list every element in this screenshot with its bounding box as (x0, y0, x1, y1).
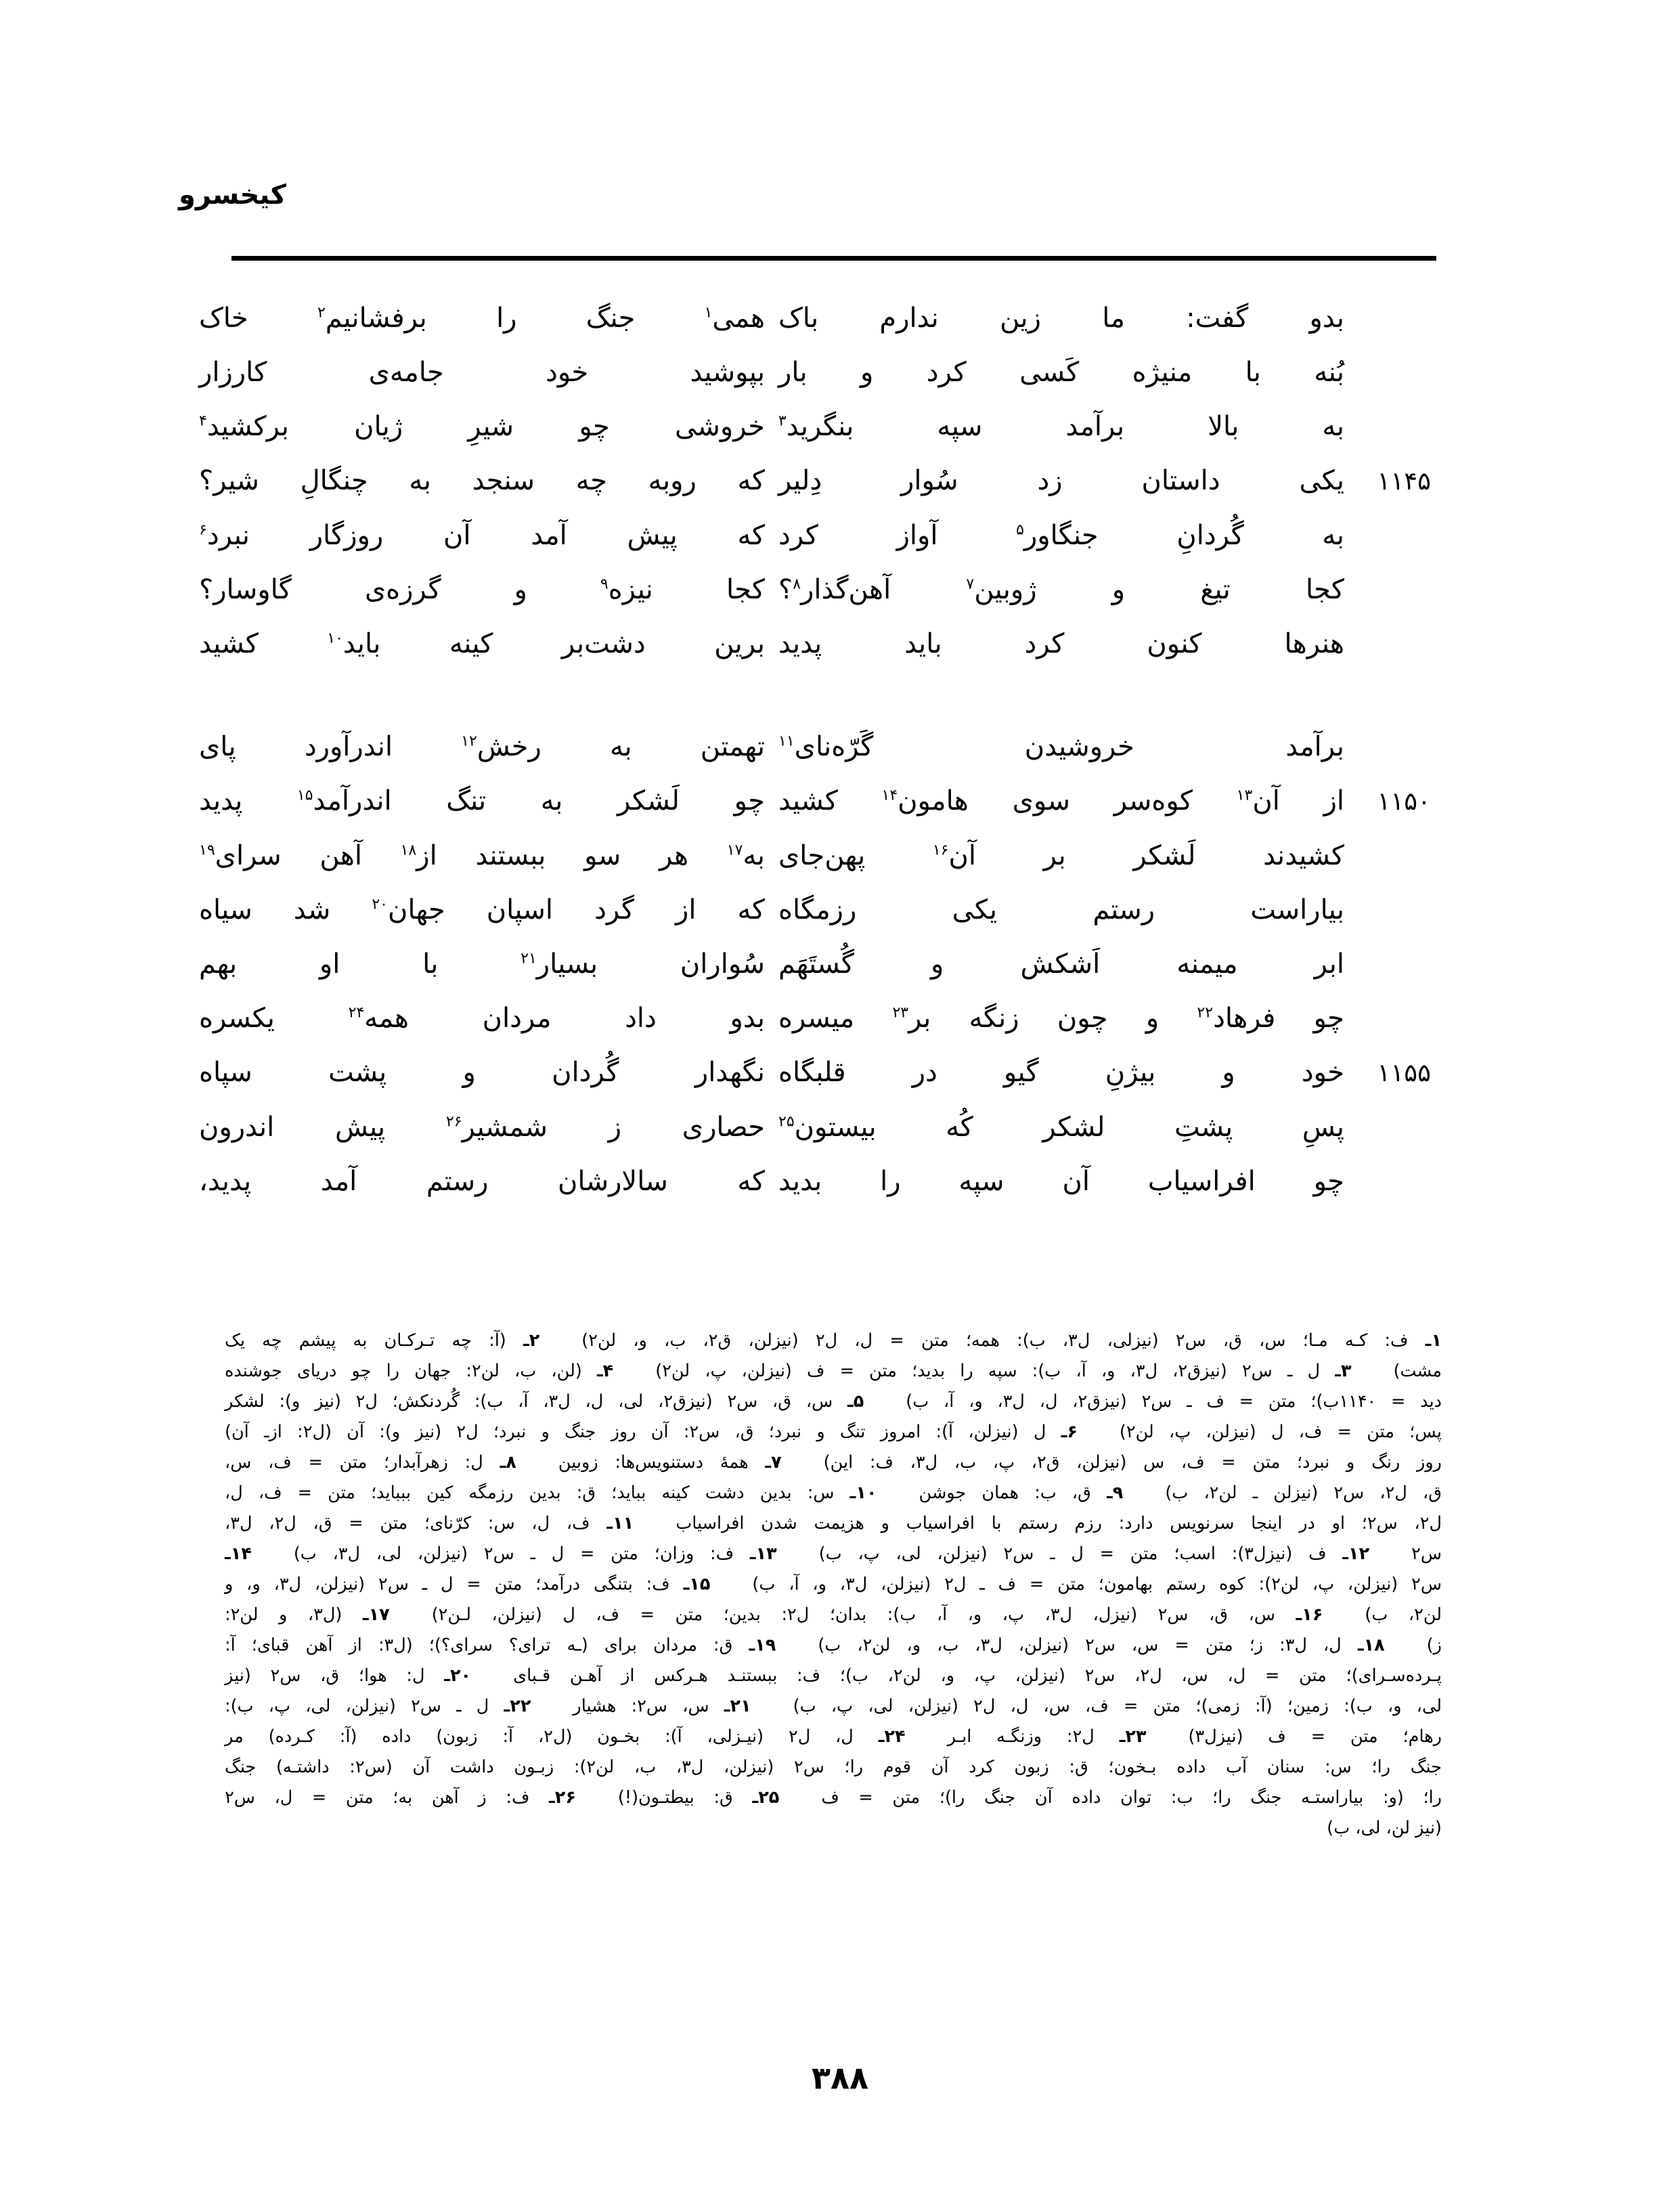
couplet (199, 401, 1436, 452)
hemistich-second: که سالارشان رستم آمد پدید، (199, 1166, 765, 1197)
couplet (199, 455, 1436, 507)
couplet (199, 510, 1436, 561)
folio-number: ۳۸۸ (811, 2060, 869, 2096)
hemistich-second: حصاری ز شمشیر$^{۲۶}$ پیش اندرون (199, 1112, 765, 1143)
header-rule (231, 256, 1436, 261)
couplet (199, 1102, 1436, 1153)
apparatus-line: ۱ـ ف: کـه مـا؛ س، ق، س۲ (نیزلی، ل۳، ب): همه؛ متن = ل، ل۲ (نیزلن، ق۲، ب، و، لن۲)۲ـ (آ: چه تـرکـان به پیشم چه یک (225, 1330, 1442, 1351)
couplet (199, 721, 1436, 772)
hemistich-first: برآمد خروشیدن گَرّه‌نای$^{۱۱}$ (778, 731, 1344, 762)
hemistich-second: برین دشت‌بر کینه باید$^{۱۰}$ کشید (199, 628, 765, 659)
hemistich-first: پسِ پشتِ لشکر کُه بیستون$^{۲۵}$ (778, 1112, 1344, 1143)
apparatus-line: لن۲، ب)۱۶ـ س، ق، س۲ (نیزل، ل۳، پ، و، آ، ب): بدان؛ ل۲: بدین؛ متن = ف، ل (نیزلن، لـن۲)۱۷ـ (ل۳، و لن۲: (225, 1605, 1442, 1625)
hemistich-first: خود و بیژنِ گیو در قلبگاه (778, 1057, 1344, 1088)
hemistich-second: کجا نیزه$^۹$ و گرزه‌ی گاوسار؟ (199, 574, 766, 605)
chapter-title: کیخسرو (179, 179, 286, 211)
couplet (199, 564, 1436, 615)
verse-number: ۱۱۴۵ (1377, 466, 1431, 496)
hemistich-second: بدو داد مردان همه$^{۲۴}$ یکسره (199, 1003, 765, 1034)
apparatus-line: ز)۱۸ـ ل، ل۳: ز؛ متن = س، س۲ (نیزلن، ل۳، ب، و، لن۲، ب)۱۹ـ ق: مردان برای (ـه ترای؟ سرای؟)؛ (ل۳: از آهن قبای؛ آ: (225, 1635, 1442, 1655)
couplet (199, 884, 1436, 936)
apparatus-line: را؛ (و: بیاراستـه جنگ را؛ ب: توان داده آن جنگ را)؛ متن = ف۲۵ـ ق: بیطتـون(!)۲۶ـ ف: ز آهن به؛ متن = ل، س۲ (225, 1787, 1442, 1808)
couplet (199, 1047, 1436, 1099)
hemistich-second: خروشی چو شیرِ ژیان برکشید$^۴$ (199, 411, 765, 442)
hemistich-first: بدو گفت: ما زین ندارم باک (778, 303, 1344, 334)
apparatus-line: ق، ل۲، س۲ (نیزلن ـ لن۲، ب)۹ـ ق، ب: همان جوشن۱۰ـ س: بدین دشت کینه بباید؛ ق: بدین رزمگه کین ببباید؛ متن = ف، ل، (225, 1483, 1442, 1503)
hemistich-second: بپوشید خود جامه‌ی کارزار (199, 357, 765, 388)
hemistich-first: بیاراست رستم یکی رزمگاه (778, 894, 1344, 926)
apparatus-line: س۲۱۲ـ ف (نیزل۳): اسب؛ متن = ل ـ س۲ (نیزلن، لی، پ، ب)۱۳ـ ف: وزان؛ متن = ل ـ س۲ (نیزلن، لی، ل۳، ب)۱۴ـ (225, 1544, 1442, 1564)
hemistich-second: که از گرد اسپان جهان$^{۲۰}$ شد سیاه (199, 894, 765, 926)
couplet (199, 775, 1436, 827)
couplet (199, 830, 1436, 881)
hemistich-second: نگهدار گُردان و پشت سپاه (199, 1057, 765, 1088)
apparatus-line: رهام؛ متن = ف (نیزل۳)۲۳ـ ل۲: وزنگـه ابـر۲۴ـ ل، ل۲ (نیـزلی، آ): بخـون (ل۲، آ: زبون) داده (آ: کـرده) مر (225, 1726, 1442, 1747)
apparatus-line: ل۲، س۲؛ او در اینجا سرنویس دارد: رزم رستم با افراسیاب و هزیمت شدن افراسیاب۱۱ـ ف، ل، س: کرّنای؛ متن = ق، ل۲، ل۳، (225, 1513, 1442, 1533)
verse-body (199, 292, 1436, 1259)
apparatus-line: لی، و، ب): زمین؛ (آ: زمی)؛ متن = ف، س، ل، ل۲ (نیزلن، لی، پ، ب)۲۱ـ س، س۲: هشیار۲۲ـ ل ـ س۲ (نیزلن، لی، پ، ب): (225, 1696, 1442, 1716)
apparatus-line: پـرده‌سـرای)؛ متن = ل، س، ل۲، س۲ (نیزلن، پ، و، لن۲، ب)؛ ف: ببستنـد هـرکس از آهـن قـبای۲۰ـ ل: هوا؛ ق، س۲ (نیز (225, 1665, 1442, 1686)
hemistich-first: چو فرهاد$^{۲۲}$ و چون زنگه بر$^{۲۳}$ میسره (778, 1003, 1344, 1034)
apparatus-line: س۲ (نیزلن، پ، لن۲): کوه رستم بهامون؛ متن = ف ـ ل۲ (نیزلن، ل۳، و، آ، ب)۱۵ـ ف: بتنگی درآمد؛ متن = ل ـ س۲ (نیزلن، ل۳، و، و (225, 1574, 1442, 1594)
hemistich-first: ابر میمنه اَشکش و گُستَهَم (778, 949, 1344, 980)
hemistich-first: کجا تیغ و ژوبین$^۷$ آهن‌گذار$^۸$؟ (778, 574, 1344, 605)
running-head (179, 181, 1505, 209)
hemistich-first: به گُردانِ جنگاور$^۵$ آواز کرد (778, 520, 1344, 551)
apparatus-line: پس؛ متن = ف، ل (نیزلن، پ، لن۲)۶ـ ل (نیزلن، آ): امروز تنگ و نبرد؛ ق، س۲: آن روز جنگ و نبرد؛ ل۲ (نیز و): آن (ل۲: ازـ آن) (225, 1422, 1442, 1442)
hemistich-second: سُواران بسیار$^{۲۱}$ با او بهم (199, 949, 765, 980)
hemistich-first: از آن$^{۱۳}$ کوه‌سر سوی هامون$^{۱۴}$ کشید (778, 785, 1344, 817)
hemistich-second: به$^{۱۷}$ هر سو ببستند از$^{۱۸}$ آهن سرای$^{۱۹}$ (199, 840, 766, 871)
hemistich-first: به بالا برآمد سپه بنگرید$^۳$ (778, 411, 1344, 442)
apparatus-line: روز رنگ و نبرد؛ متن = ف، س (نیزلن، ق۲، پ، ب، ل۳، ف: این)۷ـ همهٔ دستنویس‌ها: زوبین۸ـ ل: زهرآبدار؛ متن = ف، س، (225, 1452, 1442, 1473)
apparatus-line: جنگ را؛ س: سنان آب داده بـخون؛ ق: زبون کرد آن قوم را؛ س۲ (نیزلن، ل۳، ب، لن۲): زبـون داشت آن (س۲: داشتـه) جنگ (225, 1757, 1442, 1777)
stanza (199, 292, 1436, 670)
hemistich-first: بُنه با منیژه کَسی کرد و بار (778, 357, 1344, 388)
hemistich-second: تهمتن به رخش$^{۱۲}$ اندرآورد پای (199, 731, 765, 762)
hemistich-second: که روبه چه سنجد به چنگالِ شیر؟ (199, 465, 765, 496)
hemistich-second: چو لَشکر به تنگ اندرآمد$^{۱۵}$ پدید (199, 785, 765, 817)
hemistich-second: همی$^۱$ جنگ را برفشانیم$^۲$ خاک (199, 303, 765, 334)
stanza (199, 721, 1436, 1207)
couplet (199, 1156, 1436, 1207)
hemistich-first: یکی داستان زد سُوار دِلیر (778, 465, 1344, 496)
couplet (199, 292, 1436, 344)
apparatus-line: مشت)۳ـ ل ـ س۲ (نیزق۲، ل۳، و، آ، ب): سپه را بدید؛ متن = ف (نیزلن، پ، لن۲)۴ـ (لن، ب، لن۲: جهان را چو دریای جوشنده (225, 1361, 1442, 1381)
verse-number: ۱۱۵۵ (1377, 1058, 1431, 1087)
couplet (199, 993, 1436, 1044)
apparatus-line: دید = ۱۱۴۰ب)؛ متن = ف ـ س۲ (نیزق۲، ل، ل۳، و، آ، ب)۵ـ س، ق، س۲ (نیزق۲، لی، ل، ل۳، آ، ب): گُردنکش؛ ل۲ (نیز و): لشکر (225, 1391, 1442, 1412)
critical-apparatus (225, 1326, 1442, 1844)
apparatus-line: (نیز لن، لی، ب) (1327, 1818, 1442, 1838)
hemistich-first: هنرها کنون کرد باید پدید (778, 628, 1344, 659)
couplet (199, 347, 1436, 398)
couplet (199, 618, 1436, 670)
hemistich-first: کشیدند لَشکر بر آن$^{۱۶}$ پهن‌جای (778, 840, 1344, 871)
couplet (199, 938, 1436, 990)
hemistich-first: چو افراسیاب آن سپه را بدید (778, 1166, 1344, 1197)
hemistich-second: که پیش آمد آن روزگار نبرد$^۶$ (199, 520, 765, 551)
verse-number: ۱۱۵۰ (1377, 787, 1431, 816)
